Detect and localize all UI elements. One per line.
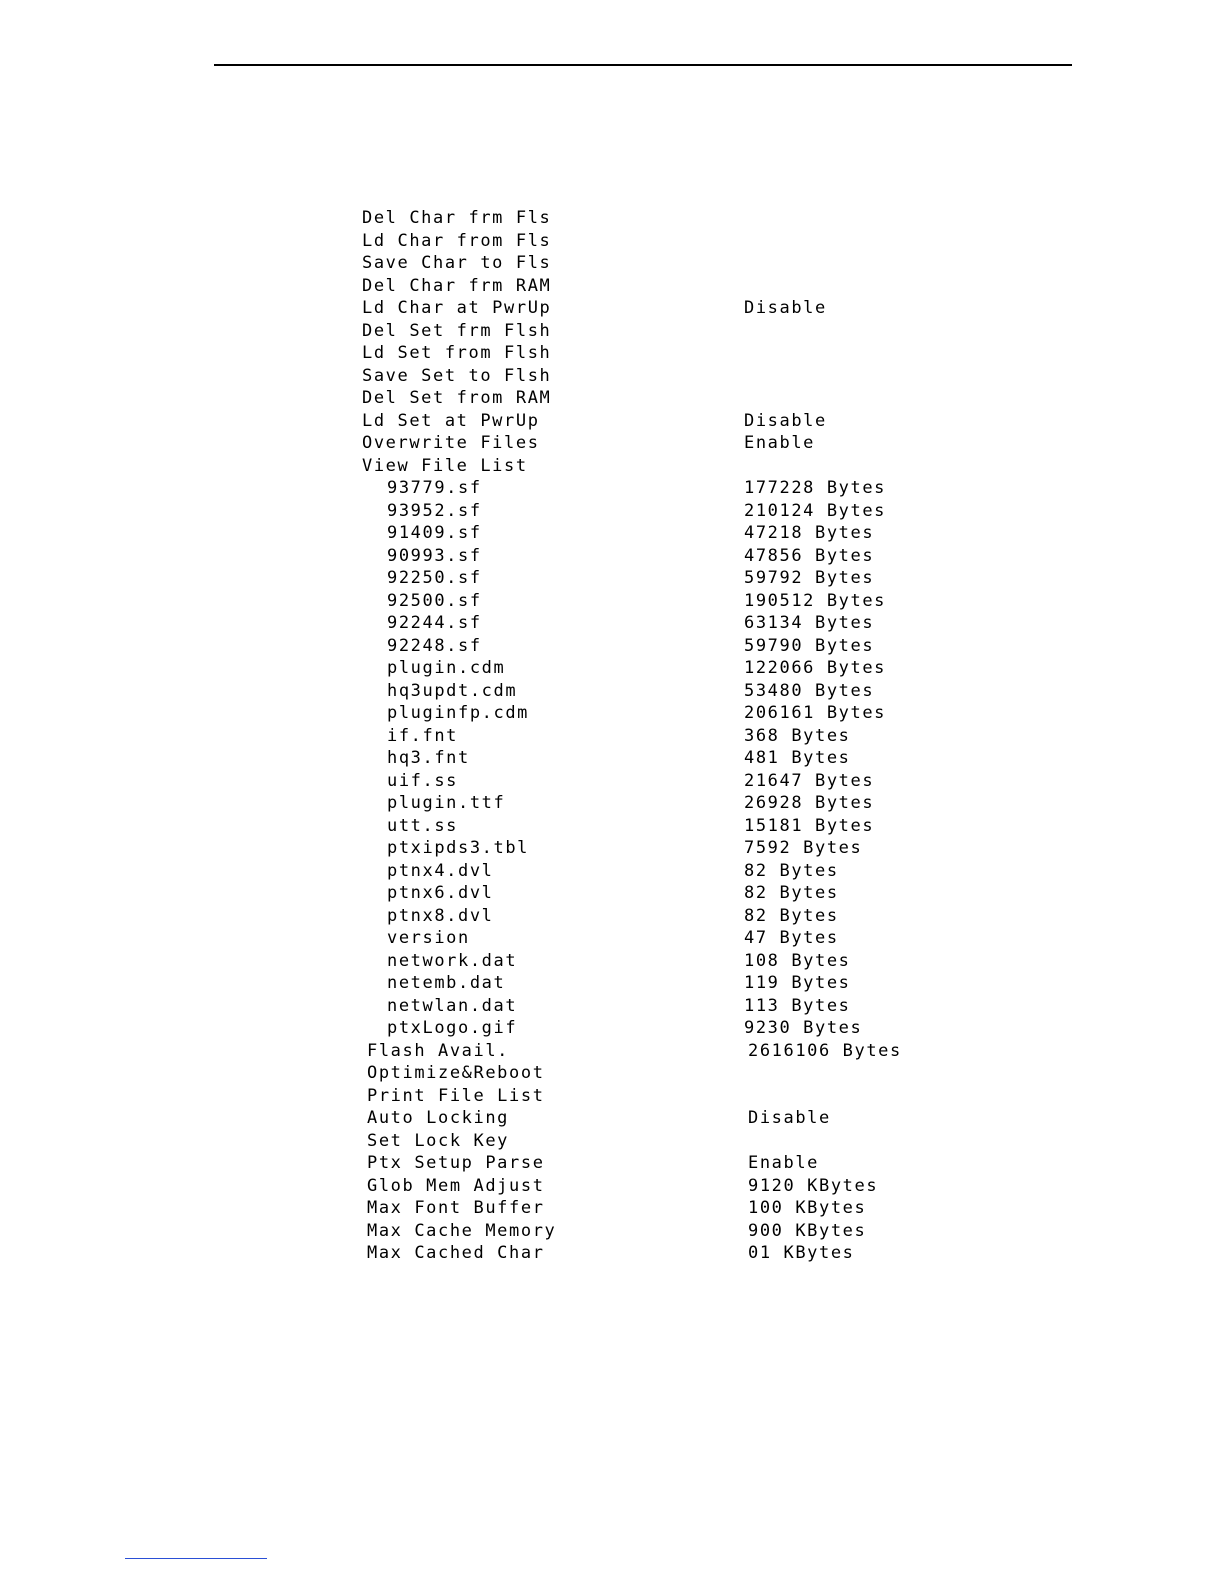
- menu-label: Del Char frm RAM: [362, 275, 552, 296]
- file-size: 21647 Bytes: [744, 770, 875, 791]
- file-name: ptxLogo.gif: [387, 1018, 518, 1038]
- file-size: 113 Bytes: [744, 995, 851, 1016]
- file-size: 82 Bytes: [744, 860, 839, 881]
- file-size: 82 Bytes: [744, 883, 839, 903]
- file-row: [362, 972, 982, 995]
- file-row: [362, 635, 982, 658]
- file-name: version: [387, 928, 470, 948]
- file-size: 190512 Bytes: [744, 590, 887, 611]
- setting-value: Disable: [748, 1108, 831, 1128]
- setting-value: 900 KBytes: [748, 1220, 867, 1241]
- file-size: 108 Bytes: [744, 950, 851, 971]
- file-size: 59792 Bytes: [744, 568, 875, 588]
- file-size: 210124 Bytes: [744, 500, 887, 521]
- file-row: [362, 522, 982, 545]
- setting-label: Max Cache Memory: [367, 1220, 557, 1241]
- file-size: 481 Bytes: [744, 748, 851, 768]
- setting-row: [362, 1242, 982, 1265]
- setting-label: Max Cached Char: [367, 1243, 545, 1263]
- file-name: ptnx4.dvl: [387, 860, 494, 881]
- file-name: 92250.sf: [387, 568, 482, 588]
- menu-row: [362, 387, 982, 410]
- file-size: 119 Bytes: [744, 973, 851, 993]
- setting-value: 01 KBytes: [748, 1243, 855, 1263]
- file-name: 92500.sf: [387, 590, 482, 611]
- setting-row: [362, 1062, 982, 1085]
- file-row: [362, 905, 982, 928]
- file-size: 177228 Bytes: [744, 478, 887, 498]
- printer-config-listing: [362, 207, 982, 1265]
- file-name: 93952.sf: [387, 500, 482, 521]
- menu-label: Save Set to Flsh: [362, 365, 552, 386]
- file-size: 7592 Bytes: [744, 838, 863, 858]
- file-name: if.fnt: [387, 725, 459, 746]
- setting-row: [362, 1040, 982, 1063]
- menu-row: [362, 320, 982, 343]
- file-name: plugin.cdm: [387, 658, 506, 678]
- setting-value: 9120 KBytes: [748, 1175, 879, 1196]
- file-name: 91409.sf: [387, 523, 482, 543]
- setting-label: Glob Mem Adjust: [367, 1175, 545, 1196]
- setting-row: [362, 1130, 982, 1153]
- menu-value: Enable: [744, 433, 816, 453]
- file-size: 53480 Bytes: [744, 680, 875, 701]
- menu-label: Ld Char at PwrUp: [362, 298, 552, 318]
- file-row: [362, 657, 982, 680]
- file-size: 47 Bytes: [744, 928, 839, 948]
- setting-label: Auto Locking: [367, 1108, 510, 1128]
- file-size: 63134 Bytes: [744, 613, 875, 633]
- menu-value: Disable: [744, 298, 827, 318]
- file-row: [362, 792, 982, 815]
- file-row: [362, 882, 982, 905]
- file-size: 82 Bytes: [744, 905, 839, 926]
- menu-row: [362, 297, 982, 320]
- file-row: [362, 837, 982, 860]
- menu-row: [362, 455, 982, 478]
- menu-label: View File List: [362, 455, 528, 476]
- file-name: network.dat: [387, 950, 518, 971]
- setting-value: Enable: [748, 1153, 820, 1173]
- setting-label: Flash Avail.: [367, 1040, 510, 1061]
- setting-row: [362, 1175, 982, 1198]
- menu-row: [362, 342, 982, 365]
- file-row: [362, 702, 982, 725]
- menu-row: [362, 275, 982, 298]
- file-row: [362, 1017, 982, 1040]
- setting-row: [362, 1197, 982, 1220]
- setting-row: [362, 1220, 982, 1243]
- setting-row: [362, 1107, 982, 1130]
- menu-label: Save Char to Fls: [362, 253, 552, 273]
- menu-row: [362, 432, 982, 455]
- file-name: hq3updt.cdm: [387, 680, 518, 701]
- file-name: utt.ss: [387, 815, 459, 836]
- file-name: plugin.ttf: [387, 793, 506, 813]
- file-size: 47218 Bytes: [744, 523, 875, 543]
- menu-value: Disable: [744, 410, 827, 431]
- menu-label: Ld Char from Fls: [362, 230, 552, 251]
- file-row: [362, 612, 982, 635]
- menu-row: [362, 230, 982, 253]
- file-size: 15181 Bytes: [744, 815, 875, 836]
- file-size: 206161 Bytes: [744, 703, 887, 723]
- file-row: [362, 995, 982, 1018]
- file-name: uif.ss: [387, 770, 459, 791]
- file-name: 92244.sf: [387, 613, 482, 633]
- file-row: [362, 477, 982, 500]
- menu-label: Del Set frm Flsh: [362, 320, 552, 341]
- file-name: ptxipds3.tbl: [387, 838, 530, 858]
- file-size: 122066 Bytes: [744, 658, 887, 678]
- file-row: [362, 567, 982, 590]
- file-size: 47856 Bytes: [744, 545, 875, 566]
- menu-label: Del Char frm Fls: [362, 208, 552, 228]
- file-row: [362, 770, 982, 793]
- file-name: 90993.sf: [387, 545, 482, 566]
- file-name: pluginfp.cdm: [387, 703, 530, 723]
- file-row: [362, 927, 982, 950]
- file-row: [362, 747, 982, 770]
- file-name: ptnx8.dvl: [387, 905, 494, 926]
- menu-row: [362, 252, 982, 275]
- file-name: 92248.sf: [387, 635, 482, 656]
- file-name: 93779.sf: [387, 478, 482, 498]
- setting-value: 2616106 Bytes: [748, 1040, 902, 1061]
- setting-value: 100 KBytes: [748, 1198, 867, 1218]
- file-size: 26928 Bytes: [744, 793, 875, 813]
- menu-row: [362, 410, 982, 433]
- menu-label: Overwrite Files: [362, 433, 540, 453]
- setting-label: Print File List: [367, 1085, 545, 1106]
- menu-label: Del Set from RAM: [362, 388, 552, 408]
- file-row: [362, 680, 982, 703]
- file-row: [362, 500, 982, 523]
- file-size: 368 Bytes: [744, 725, 851, 746]
- footer-link-rule: [125, 1558, 267, 1559]
- menu-row: [362, 207, 982, 230]
- header-rule: [214, 64, 1072, 66]
- file-name: netwlan.dat: [387, 995, 518, 1016]
- file-row: [362, 860, 982, 883]
- menu-row: [362, 365, 982, 388]
- setting-label: Optimize&Reboot: [367, 1063, 545, 1083]
- file-row: [362, 545, 982, 568]
- file-row: [362, 815, 982, 838]
- file-name: hq3.fnt: [387, 748, 470, 768]
- menu-label: Ld Set at PwrUp: [362, 410, 540, 431]
- file-row: [362, 725, 982, 748]
- file-size: 59790 Bytes: [744, 635, 875, 656]
- file-row: [362, 950, 982, 973]
- file-row: [362, 590, 982, 613]
- setting-row: [362, 1152, 982, 1175]
- file-name: ptnx6.dvl: [387, 883, 494, 903]
- setting-label: Ptx Setup Parse: [367, 1153, 545, 1173]
- setting-row: [362, 1085, 982, 1108]
- file-size: 9230 Bytes: [744, 1018, 863, 1038]
- menu-label: Ld Set from Flsh: [362, 343, 552, 363]
- setting-label: Set Lock Key: [367, 1130, 510, 1151]
- setting-label: Max Font Buffer: [367, 1198, 545, 1218]
- file-name: netemb.dat: [387, 973, 506, 993]
